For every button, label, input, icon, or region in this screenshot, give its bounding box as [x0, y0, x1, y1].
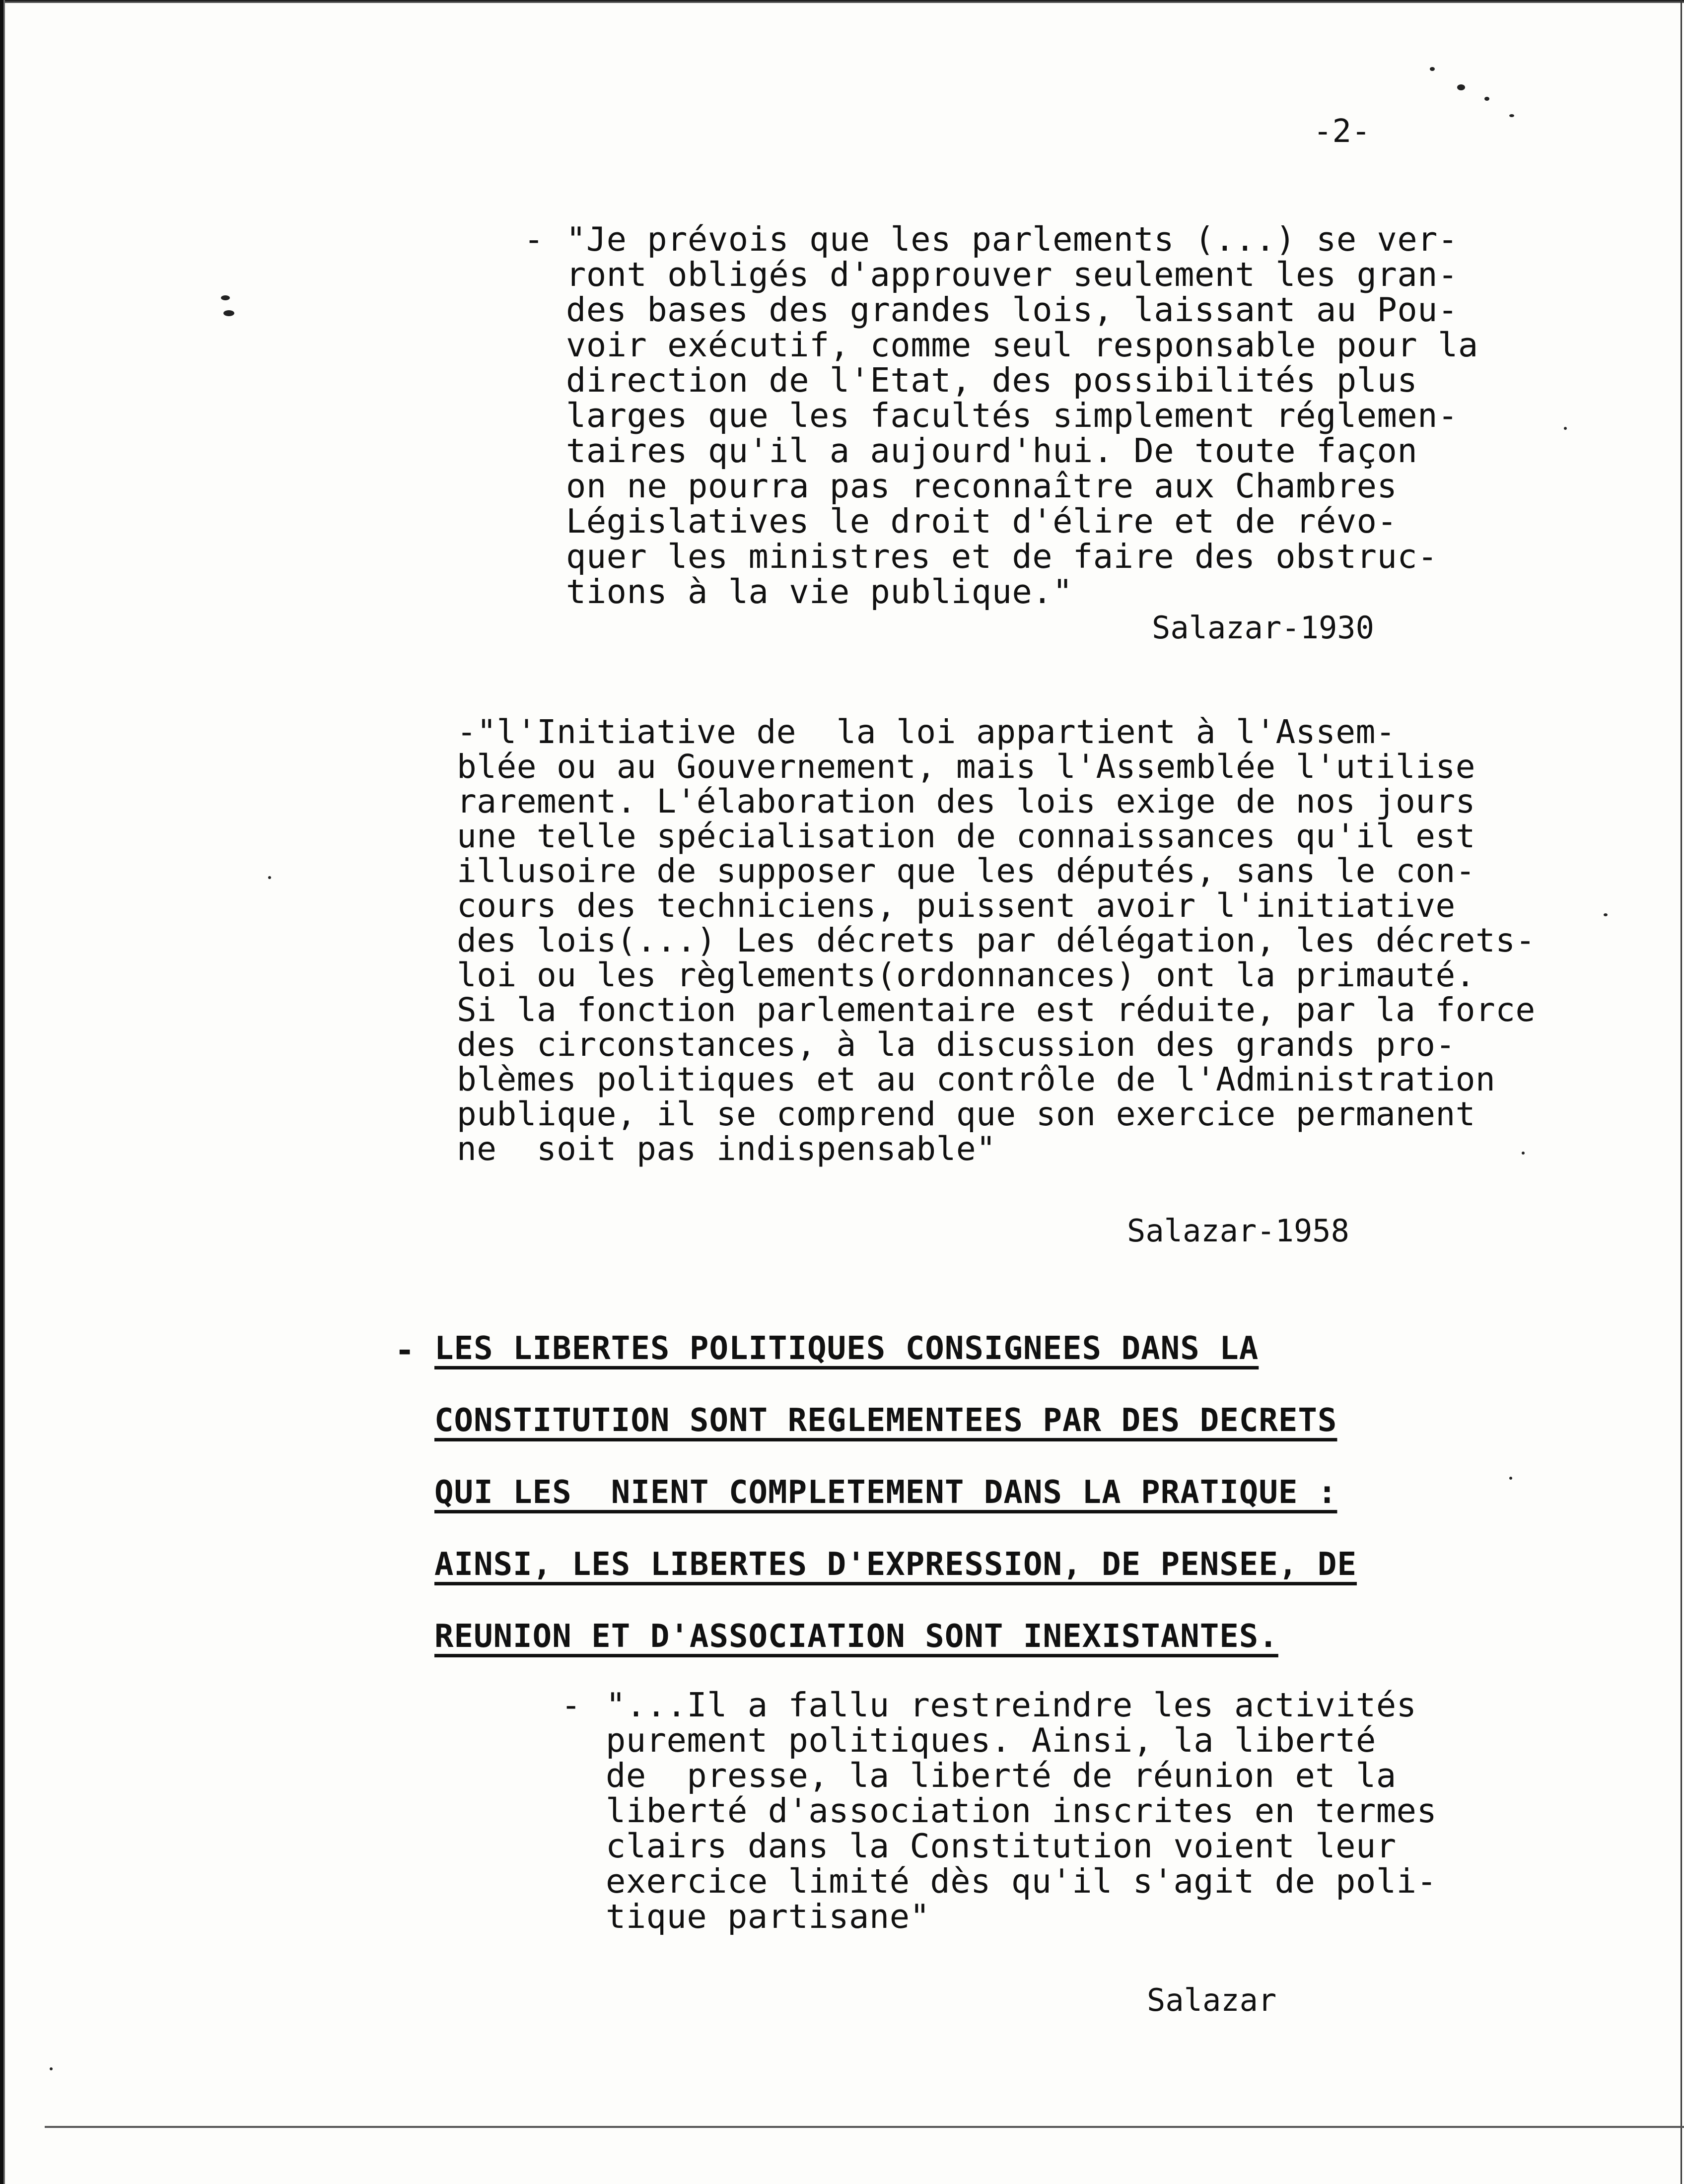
scan-speck [268, 876, 271, 879]
quote-1-dash: - [524, 220, 544, 259]
quote-3-attribution: Salazar [1147, 1982, 1277, 2018]
scan-speck [223, 310, 234, 316]
quote-1-attribution: Salazar-1930 [1152, 610, 1374, 646]
section-heading: LES LIBERTES POLITIQUES CONSIGNEES DANS LA CONSTITUTION SONT REGLEMENTEES PAR DES DECRETS QUI LES NIENT COMPLETEMENT DANS LA PRATIQUE : AINSI, LES LIBERTES D'EXPRESSION, DE PENSEE, DE REUNION ET D'ASSOCIATION SONT INEXISTANTES. [434, 1330, 1357, 1655]
page-left-edge [0, 0, 7, 2184]
scan-speck [1457, 84, 1465, 90]
scan-speck [1564, 427, 1567, 430]
scan-speck [221, 295, 230, 300]
page-number: -2- [1313, 113, 1371, 150]
page-right-edge [1679, 0, 1684, 2184]
page-top-edge [0, 0, 1684, 5]
bottom-rule [45, 2126, 1684, 2128]
quote-3-text: "...Il a fallu restreindre les activités purement politiques. Ainsi, la liberté de presse, la liberté de réunion et la liberté d'association inscrites en termes clairs dans la Constitution voient leur exercice limité dès qu'il s'agit de poli- tique partisane" [606, 1686, 1437, 1936]
scan-speck [1522, 1152, 1525, 1155]
scan-speck [1604, 913, 1608, 916]
quote-1-text: "Je prévois que les parlements (...) se ver- ront obligés d'approuver seulement les gran- des bases des grandes lois, laissant au Pou- voir exécutif, comme seul responsable pour la direction de l'Etat, des possibilités plus larges que les facultés simplement réglemen- taires qu'il a aujourd'hui. De toute façon on ne pourra pas reconnaître aux Chambres Législatives le droit d'élire et de révo- quer les ministres et de faire des obstruc- tions à la vie publique." [566, 220, 1478, 611]
quote-2-text: -"l'Initiative de la loi appartient à l'Assem- blée ou au Gouvernement, mais l'Assemblée l'utilise rarement. L'élaboration des lois exige de nos jours une telle spécialisation de connaissances qu'il est illusoire de supposer que les députés, sans le con- cours des techniciens, puissent avoir l'initiative des lois(...) Les décrets par délégation, les décrets- loi ou les règlements(ordonnances) ont la primauté. Si la fonction parlementaire est réduite, par la force des circonstances, à la discussion des grands pro- blèmes politiques et au contrôle de l'Administration publique, il se comprend que son exercice permanent ne soit pas indispensable" [457, 713, 1536, 1168]
scan-speck [1430, 67, 1435, 71]
heading-dash: - [395, 1331, 415, 1369]
scan-speck [50, 2067, 53, 2070]
scan-speck [1509, 1477, 1512, 1480]
quote-3-dash: - [561, 1686, 581, 1724]
scan-speck [1509, 114, 1514, 117]
scan-speck [1484, 97, 1489, 101]
quote-2-attribution: Salazar-1958 [1127, 1213, 1349, 1249]
